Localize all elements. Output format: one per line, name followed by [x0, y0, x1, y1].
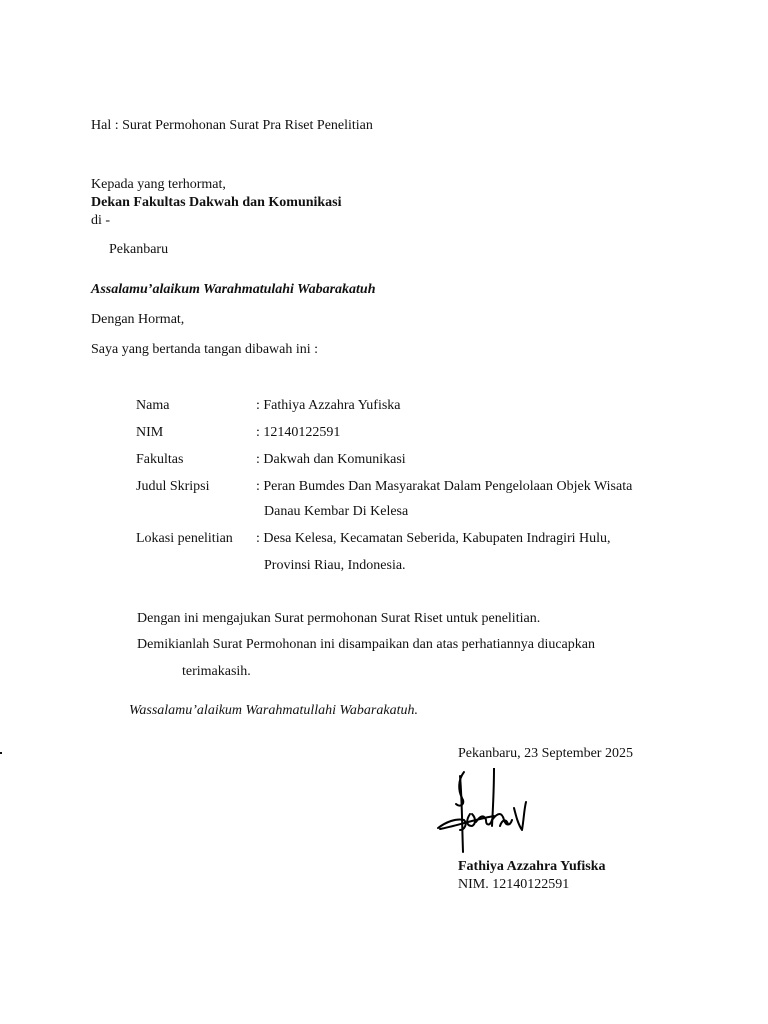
field-value-lokasi: : Desa Kelesa, Kecamatan Seberida, Kabupaten Indragiri Hulu, — [256, 531, 611, 546]
recipient-name: Dekan Fakultas Dakwah dan Komunikasi — [91, 195, 342, 210]
margin-dot — [0, 752, 2, 754]
handwritten-signature — [436, 768, 532, 858]
field-label-judul: Judul Skripsi — [136, 479, 210, 494]
field-value-nim: : 12140122591 — [256, 425, 341, 440]
field-label-nama: Nama — [136, 398, 170, 413]
signatory-name: Fathiya Azzahra Yufiska — [458, 859, 606, 874]
body-line-3: terimakasih. — [182, 664, 251, 679]
recipient-di: di - — [91, 213, 111, 228]
field-value-lokasi-cont: Provinsi Riau, Indonesia. — [264, 558, 406, 573]
body-line-2: Demikianlah Surat Permohonan ini disampaikan dan atas perhatiannya diucapkan — [137, 637, 595, 652]
field-value-fakultas: : Dakwah dan Komunikasi — [256, 452, 406, 467]
field-value-judul: : Peran Bumdes Dan Masyarakat Dalam Pengelolaan Objek Wisata — [256, 479, 633, 494]
opening-greeting: Dengan Hormat, — [91, 312, 185, 327]
field-value-judul-cont: Danau Kembar Di Kelesa — [264, 504, 409, 519]
body-line-1: Dengan ini mengajukan Surat permohonan Surat Riset untuk penelitian. — [137, 611, 541, 626]
signatory-nim: NIM. 12140122591 — [458, 877, 570, 892]
intro-text: Saya yang bertanda tangan dibawah ini : — [91, 342, 319, 357]
field-label-fakultas: Fakultas — [136, 452, 184, 467]
field-label-nim: NIM — [136, 425, 164, 440]
place-date: Pekanbaru, 23 September 2025 — [458, 746, 633, 761]
subject-line: Hal : Surat Permohonan Surat Pra Riset Penelitian — [91, 118, 373, 133]
field-value-nama: : Fathiya Azzahra Yufiska — [256, 398, 401, 413]
field-label-lokasi: Lokasi penelitian — [136, 531, 233, 546]
salam-closing: Wassalamu’alaikum Warahmatullahi Wabarakatuh. — [129, 703, 418, 718]
recipient-city: Pekanbaru — [109, 242, 169, 257]
salam-opening: Assalamu’alaikum Warahmatulahi Wabarakatuh — [91, 282, 376, 297]
recipient-greeting: Kepada yang terhormat, — [91, 177, 226, 192]
